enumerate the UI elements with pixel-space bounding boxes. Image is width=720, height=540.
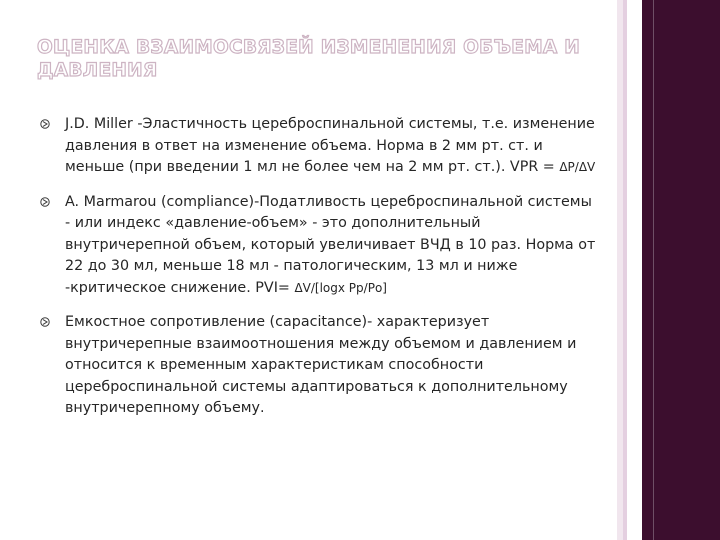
bullet-item-capacitance [40,312,600,420]
bullet-item-marmarou [40,192,600,300]
decorative-stripe-pink [623,0,627,540]
circled-arrow-bullet-icon [40,197,50,207]
bullet-text: J.D. Miller -Эластичность цереброспинальной системы, т.е. изменение давления в ответ на изменение объема. Норма в 2 мм рт. ст. и меньше (при введении 1 мл не более чем на 2 мм рт. ст.). VPR = [65,116,595,175]
bullet-text: Емкостное сопротивление (capacitance)- характеризует внутричерепные взаимоотношения между объемом и давлением и относится к временным характеристикам способности цереброспинальной системы адаптироваться к дополнительному внутричерепному объему. [65,314,577,416]
circled-arrow-bullet-icon [40,317,50,327]
decorative-band-line [653,0,654,540]
circled-arrow-bullet-icon [40,119,50,129]
bullet-text: A. Marmarou (compliance)-Податливость цереброспинальной системы - или индекс «давление-объем» - это дополнительный внутричерепной объем, который увеличивает ВЧД в 10 раз. Норма от 22 до 30 мл, меньше 18 мл - патологическим, 13 мл и ниже -критическое снижение. PVI= [65,193,596,296]
slide-title: ОЦЕНКА ВЗАИМОСВЯЗЕЙ ИЗМЕНЕНИЯ ОБЪЕМА И ДАВЛЕНИЯ [37,37,581,81]
vpr-formula: ΔP/ΔV [559,160,596,174]
pvi-formula: ΔV/[logx Pр/Pо] [294,280,387,295]
bullet-item-miller [40,114,600,179]
bullet-list [40,114,600,433]
